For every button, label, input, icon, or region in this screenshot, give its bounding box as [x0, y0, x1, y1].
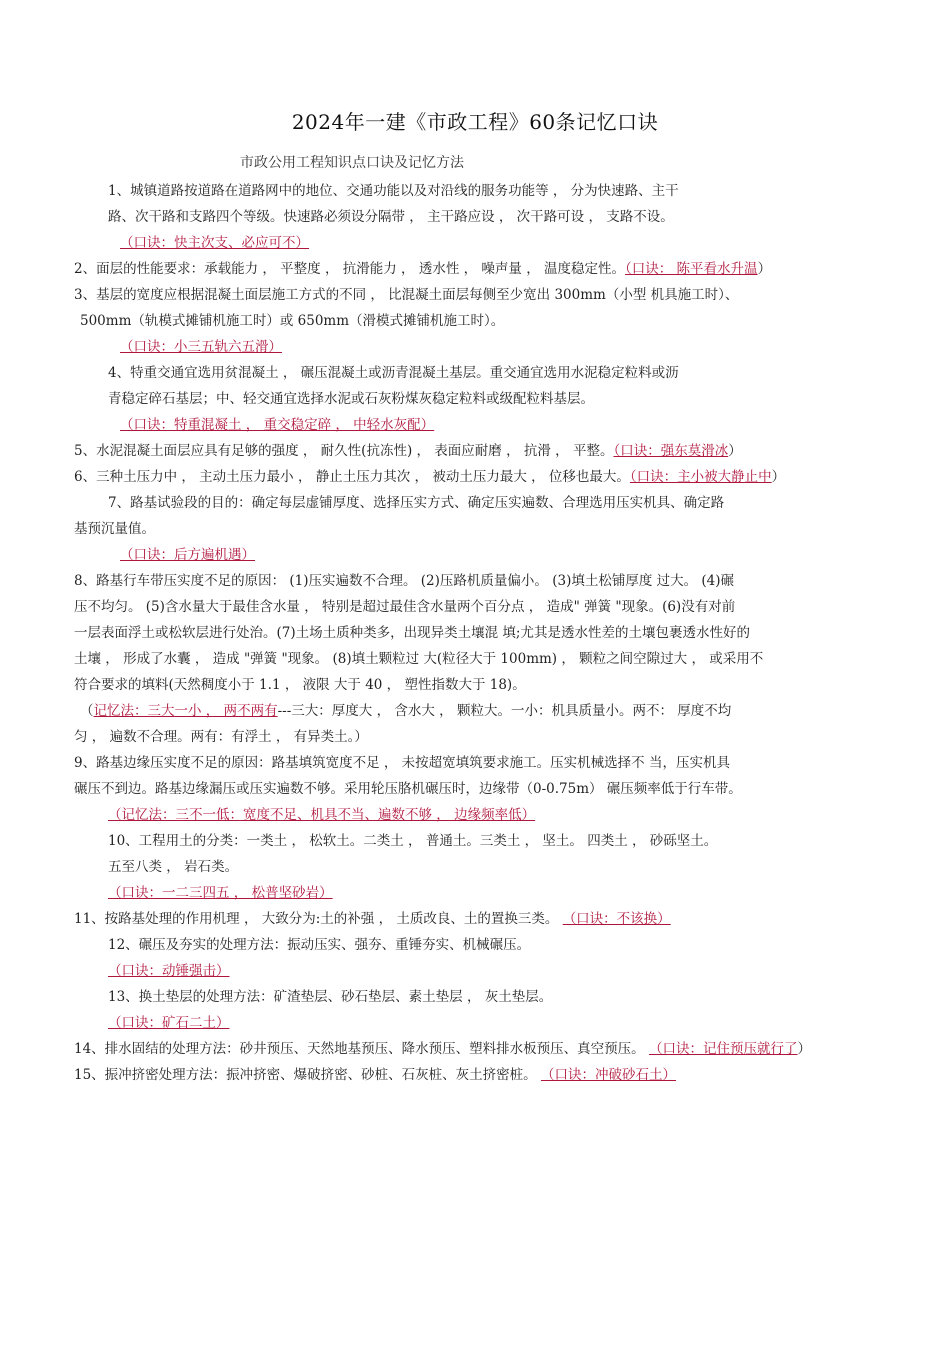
item-text: ）: [728, 443, 742, 459]
mnemonic-10: [74, 880, 878, 906]
mnemonic-12: [74, 958, 878, 984]
memory-9: [74, 802, 878, 828]
mnemonic-text: （口诀：快主次支、必应可不）: [120, 235, 309, 251]
item-text: 15、振冲挤密处理方法：振冲挤密、爆破挤密、砂桩、石灰桩、灰土挤密桩。: [74, 1067, 537, 1083]
memory-8-line-2: 匀 ， 遍数不合理。两有：有浮土 ， 有异类土。）: [74, 729, 368, 745]
item-text: ）: [797, 1041, 811, 1057]
page-subtitle: 市政公用工程知识点口诀及记忆方法: [240, 155, 464, 171]
item-text: ）: [771, 469, 786, 485]
mnemonic-text: （口诀：小三五轨六五滑）: [120, 339, 282, 355]
item-3-line-1: 3、基层的宽度应根据混凝土面层施工方式的不同 ， 比混凝土面层每侧至少宽出 300mm（小型 机具施工时）、: [74, 287, 739, 303]
item-13: 13、换土垫层的处理方法：矿渣垫层、砂石垫层、素土垫层 ， 灰土垫层。: [108, 989, 553, 1005]
mnemonic-4: [74, 412, 878, 438]
item-7-line-2: 基预沉量值。: [74, 521, 155, 537]
item-8-line-2: 压不均匀。 (5)含水量大于最佳含水量 ， 特别是超过最佳含水量两个百分点 ， 造成" 弹簧 "现象。(6)没有对前: [74, 599, 736, 615]
mnemonic-text: （口诀：特重混凝土 ， 重交稳定碎 ， 中轻水灰配）: [120, 417, 435, 433]
item-4-line-2: 青稳定碎石基层；中、轻交通宜选择水泥或石灰粉煤灰稳定粒料或级配粒料基层。: [108, 391, 594, 407]
mnemonic-text: （口诀：矿石二土）: [108, 1015, 230, 1031]
item-text: ---三大：厚度大 ， 含水大 ， 颗粒大。一小：机具质量小。两不： 厚度不均: [277, 703, 732, 719]
item-text: 5、水泥混凝土面层应具有足够的强度 ， 耐久性(抗冻性) ， 表面应耐磨 ， 抗滑 ， 平整。: [74, 443, 614, 459]
item-12: 12、碾压及夯实的处理方法：振动压实、强夯、重锤夯实、机械碾压。: [108, 937, 531, 953]
item-text: 14、排水固结的处理方法：砂井预压、天然地基预压、降水预压、塑料排水板预压、真空预压。: [74, 1041, 645, 1057]
item-2: [74, 256, 878, 282]
item-text: 11、按路基处理的作用机理 ， 大致分为:土的补强 ， 土质改良、土的置换三类。: [74, 911, 559, 927]
memory-8: [74, 698, 878, 724]
mnemonic-text: （口诀：记住预压就行了: [648, 1041, 798, 1057]
mnemonic-text: 记忆法：三大一小 ， 两不两有: [93, 703, 278, 719]
item-text: （: [80, 703, 94, 719]
mnemonic-text: （口诀：主小被大静止中: [629, 469, 772, 485]
mnemonic-text: （口诀：冲破砂石土）: [540, 1067, 676, 1083]
item-10-line-2: 五至八类 ， 岩石类。: [108, 859, 239, 875]
item-1-line-1: 1、城镇道路按道路在道路网中的地位、交通功能以及对沿线的服务功能等 ， 分为快速路、主干: [108, 183, 679, 199]
mnemonic-text: （口诀： 陈平看水升温: [625, 261, 758, 277]
item-8-line-5: 符合要求的填料(天然稠度小于 1.1 ， 液限 大于 40 ， 塑性指数大于 18)。: [74, 677, 526, 693]
item-6: [74, 464, 878, 490]
document-body: [74, 178, 878, 1088]
item-text: 6、三种土压力中 ， 主动土压力最小 ， 静止土压力其次 ， 被动土压力最大 ， 位移也最大。: [74, 469, 630, 485]
mnemonic-text: （口诀：不该换）: [562, 911, 671, 927]
mnemonic-text: （口诀：强东莫滑冰: [613, 443, 729, 459]
item-1-line-2: 路、次干路和支路四个等级。快速路必须设分隔带 ， 主干路应设 ， 次干路可设 ， 支路不设。: [108, 209, 674, 225]
mnemonic-3: [74, 334, 878, 360]
item-10-line-1: 10、工程用土的分类：一类土 ， 松软土。二类土 ， 普通土。三类土 ， 坚土。 四类土 ， 砂砾坚土。: [108, 833, 718, 849]
mnemonic-1: [74, 230, 878, 256]
item-9-line-2: 碾压不到边。路基边缘漏压或压实遍数不够。采用轮压胳机碾压时，边缘带（0-0.75m） 碾压频率低于行车带。: [74, 781, 742, 797]
item-3-line-2: 500mm（轨模式摊铺机施工时）或 650mm（滑模式摊铺机施工时）。: [80, 313, 505, 329]
item-15: [74, 1062, 878, 1088]
item-7-line-1: 7、路基试验段的目的：确定每层虚铺厚度、选择压实方式、确定压实遍数、合理选用压实机具、确定路: [108, 495, 725, 511]
mnemonic-text: （口诀：后方遍机遇）: [120, 547, 255, 563]
mnemonic-text: （口诀：动锤强击）: [108, 963, 230, 979]
item-8-line-1: 8、路基行车带压实度不足的原因： (1)压实遍数不合理。 (2)压路机质量偏小。 (3)填土松铺厚度 过大。 (4)碾: [74, 573, 735, 589]
item-8-line-4: 土壤 ， 形成了水囊 ， 造成 "弹簧 "现象。 (8)填土颗粒过 大(粒径大于 100mm) ， 颗粒之间空隙过大 ， 或采用不: [74, 651, 764, 667]
page-title: 2024年一建《市政工程》60条记忆口诀: [291, 110, 659, 134]
mnemonic-13: [74, 1010, 878, 1036]
item-14: [74, 1036, 878, 1062]
item-text: ）: [757, 261, 772, 277]
item-text: 2、面层的性能要求：承载能力 ， 平整度 ， 抗滑能力 ， 透水性 ， 噪声量 ， 温度稳定性。: [74, 261, 626, 277]
mnemonic-text: （口诀：一二三四五 ， 松普坚砂岩）: [108, 885, 333, 901]
item-8-line-3: 一层表面浮土或松软层进行处治。(7)土场土质种类多，出现异类土壤混 填;尤其是透水性差的土壤包裹透水性好的: [74, 625, 750, 641]
item-4-line-1: 4、特重交通宜选用贫混凝土 ， 碾压混凝土或沥青混凝土基层。重交通宜选用水泥稳定粒料或沥: [108, 365, 679, 381]
item-11: [74, 906, 878, 932]
mnemonic-7: [74, 542, 878, 568]
mnemonic-text: （记忆法：三不一低：宽度不足、机具不当、遍数不够 ， 边缘频率低）: [108, 807, 536, 823]
item-9-line-1: 9、路基边缘压实度不足的原因：路基填筑宽度不足 ， 未按超宽填筑要求施工。压实机械选择不 当，压实机具: [74, 755, 730, 771]
item-5: [74, 438, 878, 464]
